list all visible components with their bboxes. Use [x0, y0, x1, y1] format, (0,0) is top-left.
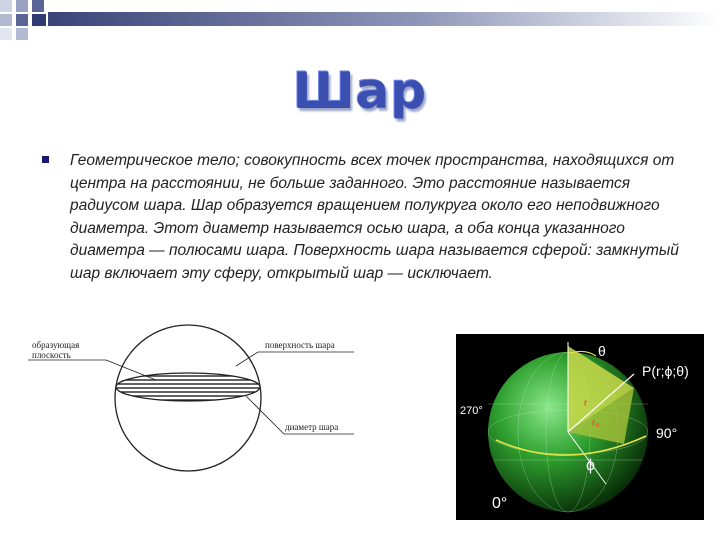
label-plane-line1: образующая — [32, 340, 80, 350]
slide-title: Шар — [292, 62, 428, 120]
r-label: r — [584, 398, 588, 409]
deg-270-label: 270° — [460, 405, 483, 417]
theta-label: θ — [598, 343, 606, 359]
cross-section-plane — [116, 373, 260, 401]
label-plane-line2: плоскость — [32, 350, 71, 360]
header-decoration — [0, 0, 720, 50]
r0-label: r₀ — [592, 418, 600, 429]
phi-label: ϕ — [586, 457, 595, 474]
sphere-line-diagram — [28, 318, 368, 518]
label-surface: поверхность шара — [265, 340, 335, 350]
sphere-coordinates-image — [456, 334, 704, 520]
description-text: Геометрическое тело; совокупность всех точек пространства, находящихся от центра на расстоянии, не больше заданного. Это расстояние называется радиусом шара. Шар образуется вращением полукруга около его неподвижного диаметра. Этот диаметр называется осью шара, а оба конца указанного диаметра — полюсами шара. Поверхность шара называется сферой: замкнутый шар включает эту сферу, открытый шар — исключает. — [70, 152, 679, 282]
bullet-square-icon — [42, 156, 49, 163]
label-diameter: диаметр шара — [285, 422, 339, 432]
deg-0-label: 0° — [492, 495, 508, 512]
deg-90-label: 90° — [656, 425, 678, 441]
point-label: P(r;ϕ;θ) — [642, 363, 689, 379]
